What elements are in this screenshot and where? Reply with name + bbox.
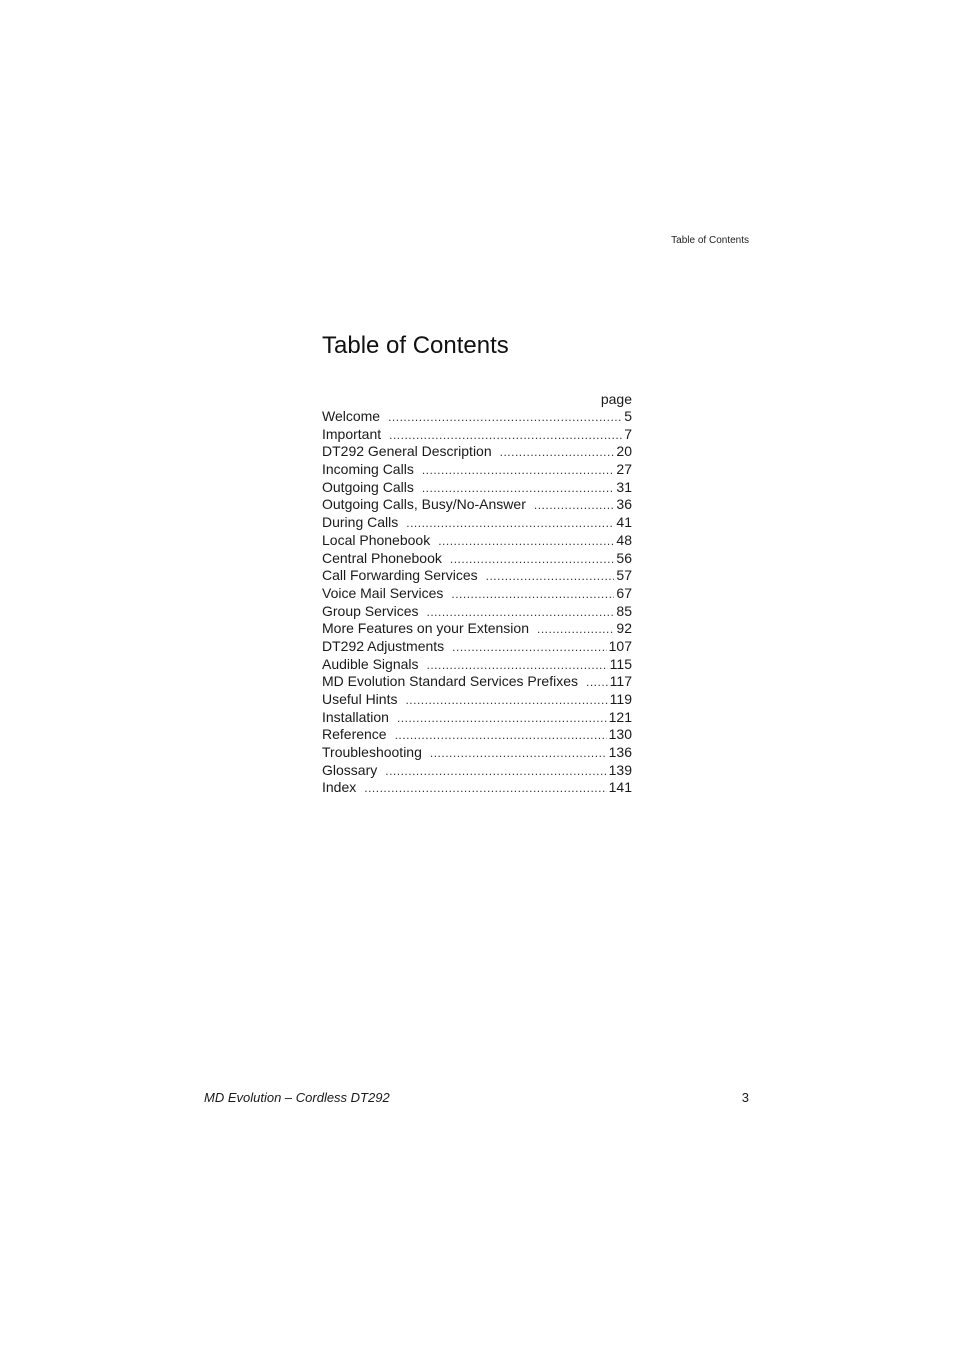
- toc-entry-label: Glossary: [322, 761, 378, 778]
- toc-leader-dots: [389, 427, 622, 445]
- toc-entry-label: Installation: [322, 708, 389, 725]
- toc-entry-label: DT292 General Description: [322, 443, 492, 460]
- toc-entry-label: DT292 Adjustments: [322, 637, 445, 654]
- toc-entry-page: 92: [616, 620, 632, 637]
- toc-leader-dots: [385, 763, 606, 781]
- footer-page-number: 3: [741, 1090, 749, 1105]
- toc-entry-label: Audible Signals: [322, 655, 419, 672]
- footer-document-name: MD Evolution – Cordless DT292: [204, 1090, 390, 1105]
- toc-entry[interactable]: [322, 443, 632, 461]
- toc-entry-label: Call Forwarding Services: [322, 567, 478, 584]
- toc-entry[interactable]: [322, 744, 632, 762]
- toc-entry-page: 121: [608, 708, 632, 725]
- toc-entry[interactable]: [322, 408, 632, 426]
- toc-entry[interactable]: [322, 779, 632, 797]
- toc-entry-page: 107: [608, 637, 632, 654]
- toc-entry[interactable]: [322, 426, 632, 444]
- toc-leader-dots: [486, 568, 615, 586]
- toc-leader-dots: [450, 551, 615, 569]
- toc-entry-page: 41: [616, 514, 632, 531]
- toc-entry-label: During Calls: [322, 514, 399, 531]
- toc-entry[interactable]: [322, 550, 632, 568]
- toc-entry[interactable]: [322, 691, 632, 709]
- toc-entry-page: 139: [608, 761, 632, 778]
- toc-entry-label: Welcome: [322, 408, 381, 424]
- toc-entry-page: 136: [608, 744, 632, 761]
- toc-entry[interactable]: [322, 620, 632, 638]
- toc-entry[interactable]: [322, 514, 632, 532]
- toc-entry-label: Central Phonebook: [322, 549, 442, 566]
- toc-entry[interactable]: [322, 726, 632, 744]
- toc-leader-dots: [586, 674, 608, 692]
- toc-leader-dots: [438, 533, 614, 551]
- toc-leader-dots: [405, 692, 607, 710]
- toc-entry-page: 119: [609, 691, 632, 707]
- toc-entry-label: Important: [322, 425, 382, 442]
- toc-entry[interactable]: [322, 532, 632, 550]
- toc-entry-label: Useful Hints: [322, 691, 398, 707]
- toc-entry-page: 67: [616, 584, 632, 601]
- toc-leader-dots: [430, 745, 607, 763]
- toc-entry-page: 5: [624, 408, 632, 424]
- toc-leader-dots: [537, 621, 614, 639]
- toc-entry[interactable]: [322, 656, 632, 674]
- toc-entry[interactable]: [322, 496, 632, 514]
- toc-leader-dots: [451, 586, 614, 604]
- toc-list: [322, 408, 632, 797]
- page-title: Table of Contents: [322, 332, 509, 359]
- toc-entry-label: More Features on your Extension: [322, 620, 529, 637]
- toc-leader-dots: [452, 639, 606, 657]
- toc-entry[interactable]: [322, 638, 632, 656]
- toc-entry-label: Index: [322, 779, 357, 796]
- toc-entry-page: 85: [616, 602, 632, 619]
- toc-leader-dots: [395, 727, 607, 745]
- toc-entry[interactable]: [322, 673, 632, 691]
- toc-entry[interactable]: [322, 762, 632, 780]
- toc-entry-page: 57: [616, 567, 632, 584]
- toc-leader-dots: [534, 497, 615, 515]
- toc-entry-label: Reference: [322, 726, 387, 743]
- toc-entry[interactable]: [322, 709, 632, 727]
- toc-entry-label: Voice Mail Services: [322, 584, 444, 601]
- toc-leader-dots: [500, 444, 615, 462]
- toc-entry[interactable]: [322, 461, 632, 479]
- toc-leader-dots: [422, 480, 615, 498]
- toc-entry-label: Outgoing Calls, Busy/No-Answer: [322, 496, 526, 513]
- toc-leader-dots: [422, 462, 615, 480]
- toc-entry-label: Group Services: [322, 602, 419, 619]
- toc-entry-page: 20: [616, 443, 632, 460]
- toc-leader-dots: [426, 604, 614, 622]
- toc-entry-page: 31: [616, 478, 632, 495]
- toc-entry-label: MD Evolution Standard Services Prefixes: [322, 673, 578, 690]
- toc-leader-dots: [397, 710, 607, 728]
- toc-leader-dots: [406, 515, 614, 533]
- table-of-contents: [322, 330, 632, 797]
- toc-leader-dots: [364, 780, 606, 798]
- toc-entry-label: Incoming Calls: [322, 461, 414, 478]
- toc-entry-page: 48: [616, 531, 632, 548]
- toc-entry-page: 141: [608, 779, 632, 796]
- toc-leader-dots: [388, 409, 622, 427]
- toc-entry-page: 117: [609, 673, 632, 690]
- toc-entry[interactable]: [322, 479, 632, 497]
- toc-entry-label: Outgoing Calls: [322, 478, 414, 495]
- toc-entry-page: 56: [616, 549, 632, 566]
- page-column-label: page: [600, 391, 632, 407]
- toc-entry-label: Troubleshooting: [322, 744, 422, 761]
- toc-entry-page: 36: [616, 496, 632, 513]
- toc-entry[interactable]: [322, 567, 632, 585]
- toc-entry[interactable]: [322, 585, 632, 603]
- toc-entry-page: 115: [609, 655, 632, 672]
- toc-entry-page: 130: [608, 726, 632, 743]
- toc-leader-dots: [427, 657, 608, 675]
- toc-entry-page: 27: [616, 461, 632, 478]
- toc-entry-label: Local Phonebook: [322, 531, 431, 548]
- toc-entry[interactable]: [322, 603, 632, 621]
- running-header: Table of Contents: [671, 235, 749, 246]
- toc-entry-page: 7: [624, 425, 632, 442]
